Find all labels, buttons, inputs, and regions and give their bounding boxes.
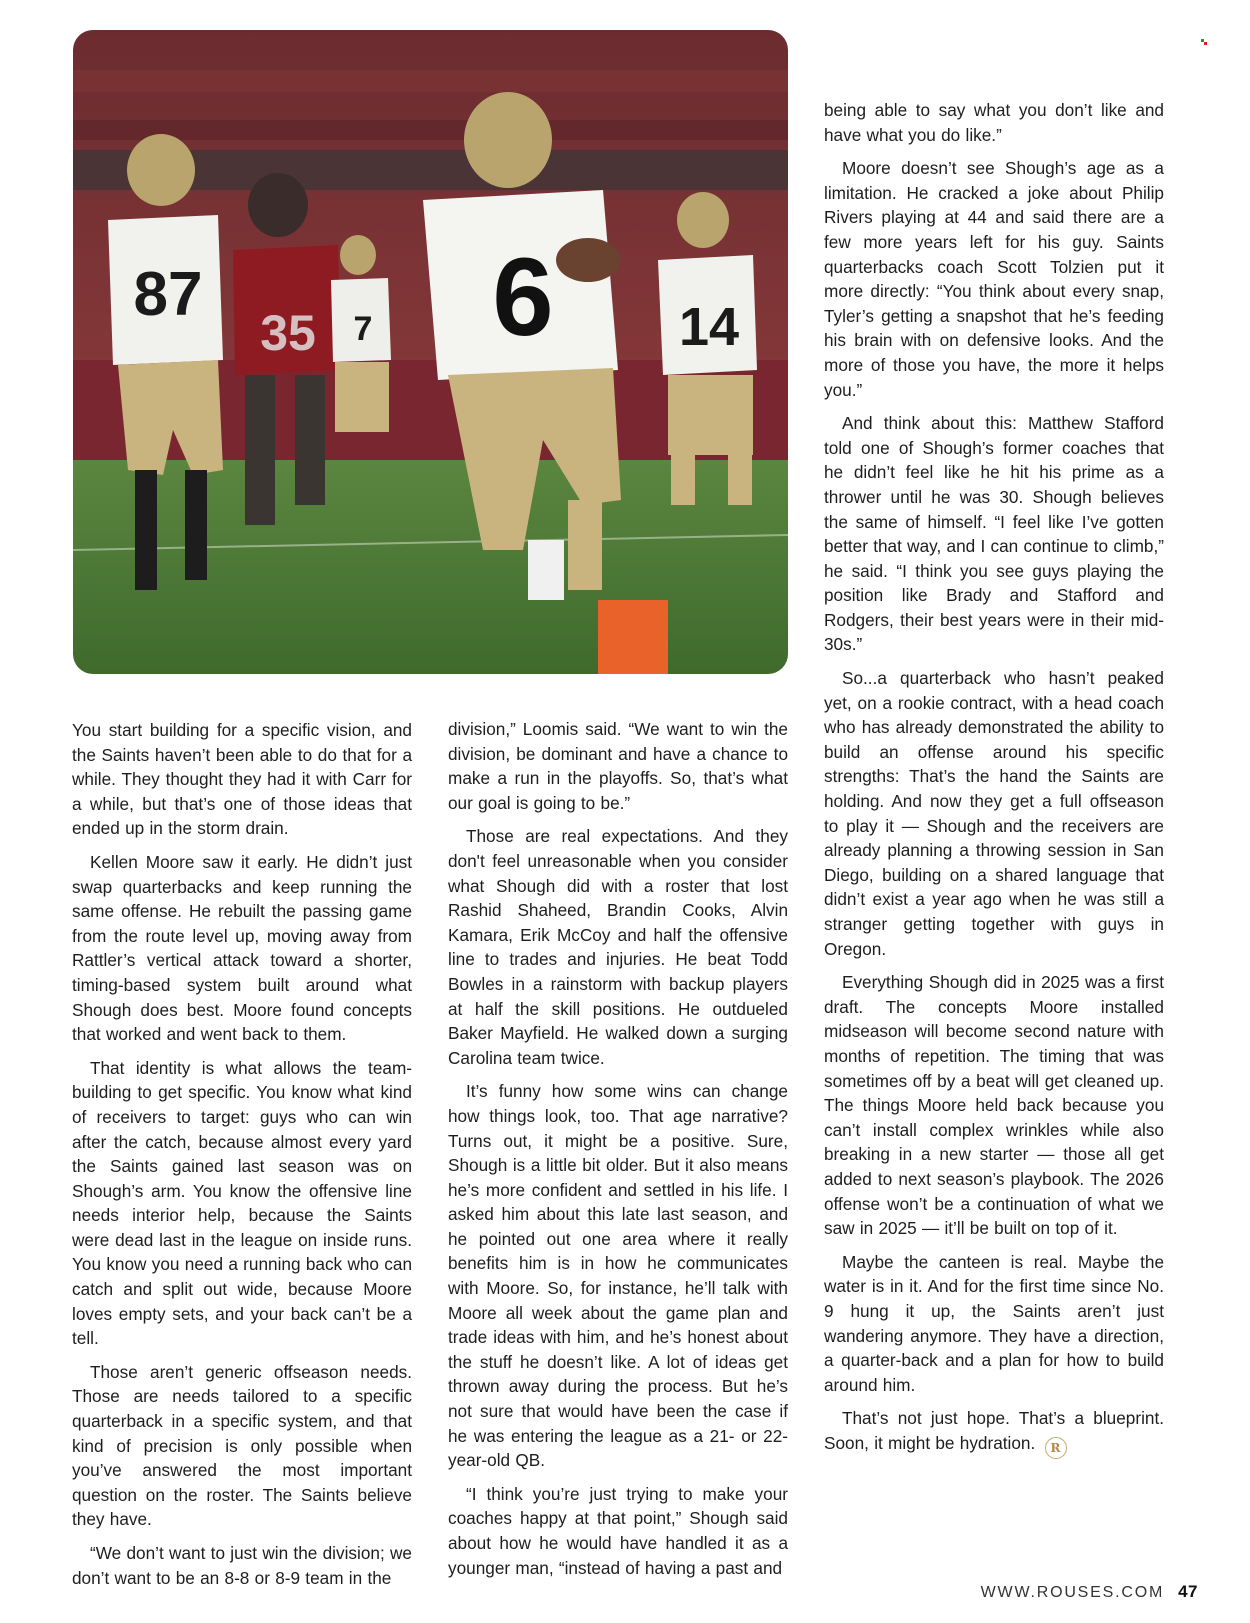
paragraph: It’s funny how some wins can change how things look, too. That age narrative? Turns out, it might be a positive. Sure, Shough is a little bit older. But it also means he’s more confident and settled in his life. I asked him about this late last season, and he pointed out one area where it really benefits him is in how he communicates with Moore. So, for instance, he’ll talk with Moore all week about the game plan and trade ideas with him, and he’s honest about the stuff he doesn’t like. A lot of ideas get thrown away during the process. But he’s not sure that would have been the case if he was entering the league as a 21- or 22-year-old QB. [448,1081,788,1471]
page-footer [981,1582,1198,1602]
paragraph: Those are real expectations. And they don't feel unreasonable when you consider what Shough did with a roster that lost Rashid Shaheed, Brandin Cooks, Alvin Kamara, Erik McCoy and half the offensive line to trades and injuries. He beat Todd Bowles in a rainstorm with backup players at half the skill positions. He outdueled Baker Mayfield. He walked down a surging Carolina team twice. [448,826,788,1068]
paragraph: Those aren’t generic offseason needs. Those are needs tailored to a specific quarterback in a specific system, and that kind of precision is only possible when you’ve answered the most important question on the roster. The Saints believe they have. [72,1361,412,1530]
article-column-3 [824,98,1164,1468]
svg-text:87: 87 [133,260,203,329]
article-column-2 [448,717,788,1589]
paragraph: So...a quarterback who hasn’t peaked yet, on a rookie contract, with a head coach who has already demonstrated the ability to build an offense around his specific strengths: That’s the hand the Saints are holding. And now they get a full offseason to play it — Shough and the receivers are already planning a throwing session in San Diego, building on a shared language that didn’t exist a year ago when he was still a stranger getting together with guys in Oregon. [824,668,1164,959]
rouses-end-mark-icon: R [1045,1437,1067,1459]
football-players-illustration [73,30,788,674]
paragraph: being able to say what you don’t like and have what you do like.” [824,100,1164,145]
paragraph: Everything Shough did in 2025 was a first draft. The concepts Moore installed midseason will become second nature with months of repetition. The timing that was sometimes off by a beat will get cleaned up. The things Moore held back because you can’t install complex wrinkles while also breaking in a new starter — those all get added to next season’s playbook. The 2026 offense won’t be a continuation of what we saw in 2025 — it’ll be built on top of it. [824,972,1164,1239]
page-number: 47 [1178,1582,1198,1601]
paragraph: That identity is what allows the team-building to get specific. You know what kind of receivers to target: guys who can win after the catch, because almost every yard the Saints gained last season was on Shough’s arm. You know the offensive line needs interior help, because the Saints were dead last in the league on inside runs. You know you need a running back who can catch and split out wide, because Moore loves empty sets, and your back can’t be a tell. [72,1057,412,1349]
corner-mark [1201,32,1207,38]
pylon [598,600,668,674]
paragraph: division,” Loomis said. “We want to win the division, be dominant and have a chance to make a run in the playoffs. So, that’s what our goal is going to be.” [448,719,788,813]
paragraph: Maybe the canteen is real. Maybe the water is in it. And for the first time since No. 9 hung it up, the Saints aren’t just wandering anymore. They have a direction, a quarter-back and a plan for how to build around him. [824,1251,1164,1395]
footer-url: WWW.ROUSES.COM [980,1584,1165,1601]
paragraph: You start building for a specific vision, and the Saints haven’t been able to do that for a while. They thought they had it with Carr for a while, but that’s one of those ideas that ended up in the storm drain. [72,720,412,839]
paragraph: “I think you’re just trying to make your coaches happy at that point,” Shough said about how he would have handled it as a younger man, “instead of having a past and [448,1483,788,1578]
svg-text:7: 7 [353,310,373,348]
svg-text:6: 6 [492,236,554,359]
paragraph: And think about this: Matthew Stafford told one of Shough’s former coaches that he didn’t feel like he hit his prime as a thrower until he was 30. Shough believes the same of himself. “I feel like I’ve gotten better that way, and I can continue to climb,” he said. “I think you see guys playing the position like Brady and Stafford and Rodgers, their best years were in their mid-30s.” [824,413,1164,655]
final-sentence: That’s not just hope. That’s a blueprint. Soon, it might be hydration. [824,1408,1164,1453]
article-column-1 [72,718,412,1599]
svg-text:35: 35 [260,305,316,361]
paragraph: “We don’t want to just win the division; we don’t want to be an 8-8 or 8-9 team in the [72,1543,412,1588]
paragraph-final [824,1406,1164,1459]
paragraph: Kellen Moore saw it early. He didn’t just swap quarterbacks and keep running the same offense. He rebuilt the passing game from the route level up, moving away from Rattler’s vertical attack toward a shorter, timing-based system built around what Shough does best. Moore found concepts that worked and went back to them. [72,851,412,1045]
paragraph: Moore doesn’t see Shough’s age as a limitation. He cracked a joke about Philip Rivers playing at 44 and said there are a few more years left for his guy. Saints quarterbacks coach Scott Tolzien put it more directly: “You think about every snap, Tyler’s getting a snapshot that he’s feeding his brain with on defensive looks. And the more of those you have, the more it helps you.” [824,158,1164,400]
svg-text:14: 14 [678,297,740,357]
article-photo [73,30,788,674]
